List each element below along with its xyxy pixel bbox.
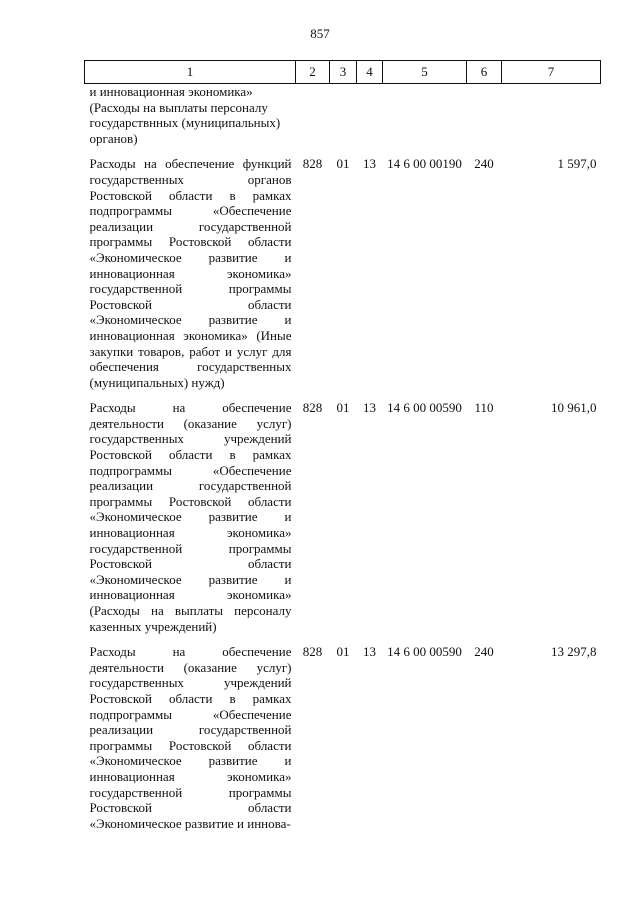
- table-row: [85, 84, 601, 157]
- column-header-6: 6: [467, 61, 502, 84]
- budget-table: [84, 60, 601, 841]
- row-description: Расходы на обеспечение деятельности (оказание услуг) государственных учреждений Ростовской области в рамках подпрограммы «Обеспечение реализации государственной программы Ростовской области «Экономическое развитие и инновационная экономика» государственной программы Ростовской области «Экономическое развитие и инновационная экономика» (Расходы на выплаты персоналу казенных учреждений): [89, 400, 292, 634]
- row-expense-type: 110: [474, 400, 494, 416]
- row-ministry-code: 828: [302, 644, 323, 660]
- row-ministry-code: [296, 84, 330, 157]
- row-expense-type: 240: [474, 644, 494, 660]
- row-target-code: [383, 84, 467, 157]
- row-amount: [502, 84, 601, 157]
- row-target-code: 14 6 00 00590: [387, 400, 462, 416]
- row-description: Расходы на обеспечение функций государственных органов Ростовской области в рамках подпрограммы «Обеспечение реализации государственной программы Ростовской области «Экономическое развитие и инновационная экономика» государственной программы Ростовской области «Экономическое развитие и инновационная экономика» (Иные закупки товаров, работ и услуг для обеспечения государственных (муниципальных) нужд): [89, 156, 292, 390]
- row-description: и инновационная экономика» (Расходы на выплаты персоналу государствнных (муниципальных) органов): [89, 84, 281, 146]
- page-number: 857: [310, 26, 330, 41]
- row-section-code: 01: [336, 644, 350, 660]
- column-header-5: 5: [383, 61, 467, 84]
- row-section-code: 01: [336, 156, 350, 172]
- row-amount: 1 597,0: [557, 156, 597, 172]
- row-expense-type: 240: [474, 156, 494, 172]
- row-subsection-code: 13: [363, 156, 376, 172]
- row-section-code: [330, 84, 357, 157]
- row-description: Расходы на обеспечение деятельности (оказание услуг) государственных учреждений Ростовской области в рамках подпрограммы «Обеспечение реализации государственной программы Ростовской области «Экономическое развитие и инновационная экономика» государственной программы Ростовской области «Экономическое развитие и иннова-: [89, 644, 292, 831]
- row-subsection-code: 13: [363, 644, 376, 660]
- column-header-4: 4: [357, 61, 383, 84]
- row-amount: 10 961,0: [551, 400, 597, 416]
- table-row: [85, 156, 601, 400]
- column-header-3: 3: [330, 61, 357, 84]
- row-target-code: 14 6 00 00190: [387, 156, 462, 172]
- row-subsection-code: [357, 84, 383, 157]
- column-header-7: 7: [502, 61, 601, 84]
- row-subsection-code: 13: [363, 400, 376, 416]
- row-amount: 13 297,8: [551, 644, 597, 660]
- row-target-code: 14 6 00 00590: [387, 644, 462, 660]
- row-ministry-code: 828: [302, 156, 323, 172]
- row-ministry-code: 828: [302, 400, 323, 416]
- table-header-row: [85, 61, 601, 84]
- column-header-2: 2: [296, 61, 330, 84]
- table-row: [85, 400, 601, 644]
- row-expense-type: [467, 84, 502, 157]
- row-section-code: 01: [336, 400, 350, 416]
- table-row: [85, 644, 601, 841]
- column-header-1: 1: [85, 61, 296, 84]
